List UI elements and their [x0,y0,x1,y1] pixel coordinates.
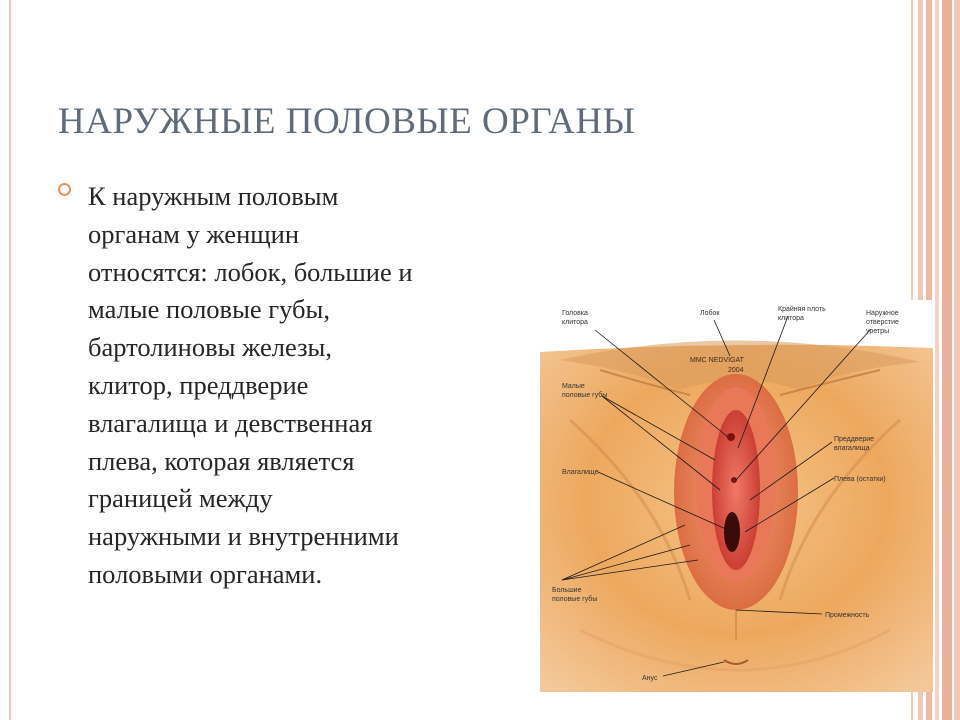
bullet-line: влагалища и девственная [88,407,373,438]
label-pubis: Лобок [700,310,720,317]
label-prepuce: клитора [778,315,804,322]
label-majora: Большие [552,587,582,594]
anatomy-illustration [540,300,933,692]
anatomy-svg [540,300,933,692]
clitoris [727,433,735,441]
bullet-line: плева, которая является [88,445,355,476]
bullet-line: относятся: лобок, большие и [88,256,413,287]
bullet-line: органам у женщин [88,218,300,249]
watermark-line: MMC NEDVIGAT [690,357,744,364]
bullet-line: клитор, преддверие [88,369,309,400]
label-urethra: Наружное [866,310,899,317]
bullet-icon [58,183,71,196]
label-vagina: Влагалище [562,469,599,476]
label-glans: Головка [562,310,588,317]
label-perineum: Промежность [825,612,870,619]
bullet-line: малые половые губы, [88,294,330,325]
slide-title: НАРУЖНЫЕ ПОЛОВЫЕ ОРГАНЫ [58,101,636,142]
label-urethra: отверстие [866,319,899,326]
label-hymen: Плева (остатки) [834,476,886,483]
bullet-text [88,178,528,594]
label-urethra: уретры [866,328,890,335]
label-minora: половые губы [562,392,608,399]
bullet-line: наружными и внутренними [88,521,399,552]
vaginal-opening [724,512,740,552]
label-minora: Малые [562,383,585,390]
bullet-line: бартолиновы железы, [88,332,332,363]
label-vestibule: Преддверие [834,436,875,443]
label-majora: половые губы [552,596,598,603]
watermark-line: 2004 [728,367,744,374]
bullet-line: границей между [88,483,273,514]
label-glans: клитора [562,319,588,326]
label-anus: Анус [642,675,658,682]
label-prepuce: Крайняя плоть [778,306,826,313]
bullet-line: К наружным половым [88,181,339,211]
bullet-line: половыми органами. [88,558,323,589]
label-vestibule: влагалища [834,445,870,452]
